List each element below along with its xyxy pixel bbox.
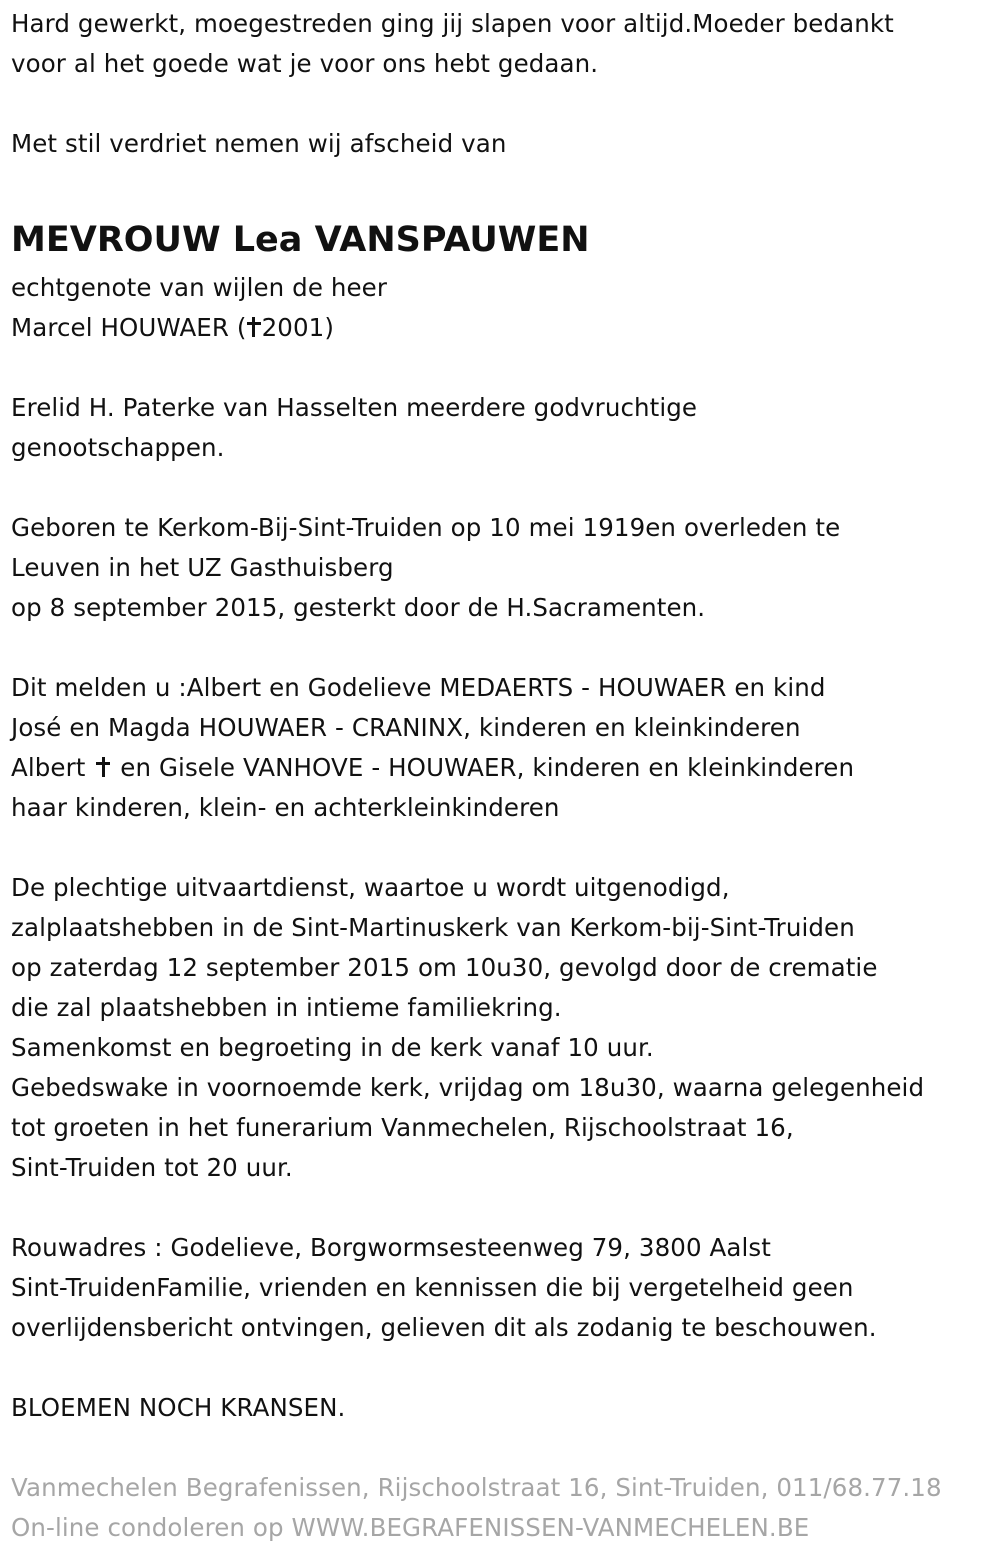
spacer [11, 1428, 991, 1468]
family-line-4: haar kinderen, klein- en achterkleinkinderen [11, 793, 560, 822]
service-line-1: De plechtige uitvaartdienst, waartoe u wordt uitgenodigd, [11, 873, 730, 902]
family-vanhove: en Gisele VANHOVE - HOUWAER, kinderen en kleinkinderen [120, 753, 855, 782]
spouse-line-1: echtgenote van wijlen de heer [11, 273, 388, 302]
honors-line-2: genootschappen. [11, 433, 225, 462]
birth-line-3: op 8 september 2015, gesterkt door de H.Sacramenten. [11, 593, 706, 622]
service-line-8: Sint-Truiden tot 20 uur. [11, 1153, 293, 1182]
announcement: Met stil verdriet nemen wij afscheid van [11, 129, 507, 158]
spouse-line-2 [11, 308, 991, 348]
footer-undertaker: Vanmechelen Begrafenissen, Rijschoolstraat 16, Sint-Truiden, 011/68.77.18 [11, 1473, 942, 1502]
service-line-2: zalplaatshebben in de Sint-Martinuskerk van Kerkom-bij-Sint-Truiden [11, 913, 855, 942]
spacer [11, 1188, 991, 1228]
spouse-death-year: 2001) [261, 313, 334, 342]
service-line-5: Samenkomst en begroeting in de kerk vanaf 10 uur. [11, 1033, 654, 1062]
family-line-2: José en Magda HOUWAER - CRANINX, kinderen en kleinkinderen [11, 713, 801, 742]
deceased-name: MEVROUW Lea VANSPAUWEN [11, 220, 590, 260]
spacer [11, 1348, 991, 1388]
intro-line-2: voor al het goede wat je voor ons hebt gedaan. [11, 49, 599, 78]
birth-line-1: Geboren te Kerkom-Bij-Sint-Truiden op 10 mei 1919en overleden te [11, 513, 841, 542]
service-line-4: die zal plaatshebben in intieme familiekring. [11, 993, 562, 1022]
address-line-3: overlijdensbericht ontvingen, gelieven dit als zodanig te beschouwen. [11, 1313, 877, 1342]
address-line-2: Sint-TruidenFamilie, vrienden en kennissen die bij vergetelheid geen [11, 1273, 854, 1302]
spacer [11, 348, 991, 388]
family-line-1: Dit melden u :Albert en Godelieve MEDAERTS - HOUWAER en kind [11, 673, 826, 702]
spacer [11, 828, 991, 868]
intro-line-1: Hard gewerkt, moegestreden ging jij slapen voor altijd.Moeder bedankt [11, 9, 894, 38]
address-line-1: Rouwadres : Godelieve, Borgwormsesteenweg 79, 3800 Aalst [11, 1233, 771, 1262]
cross-icon [96, 757, 110, 777]
honors-line-1: Erelid H. Paterke van Hasselten meerdere godvruchtige [11, 393, 698, 422]
service-line-6: Gebedswake in voornoemde kerk, vrijdag om 18u30, waarna gelegenheid [11, 1073, 925, 1102]
service-line-7: tot groeten in het funerarium Vanmechelen, Rijschoolstraat 16, [11, 1113, 794, 1142]
footer-condolences: On-line condoleren op WWW.BEGRAFENISSEN-VANMECHELEN.BE [11, 1513, 810, 1542]
spacer [11, 468, 991, 508]
family-line-3 [11, 748, 991, 788]
cross-icon [247, 317, 261, 337]
spacer [11, 84, 991, 124]
family-albert: Albert [11, 753, 86, 782]
obituary-notice [11, 4, 991, 1548]
spacer [11, 628, 991, 668]
birth-line-2: Leuven in het UZ Gasthuisberg [11, 553, 394, 582]
spacer [11, 164, 991, 204]
service-line-3: op zaterdag 12 september 2015 om 10u30, gevolgd door de crematie [11, 953, 878, 982]
flowers-notice: BLOEMEN NOCH KRANSEN. [11, 1393, 346, 1422]
spouse-name: Marcel HOUWAER ( [11, 313, 247, 342]
